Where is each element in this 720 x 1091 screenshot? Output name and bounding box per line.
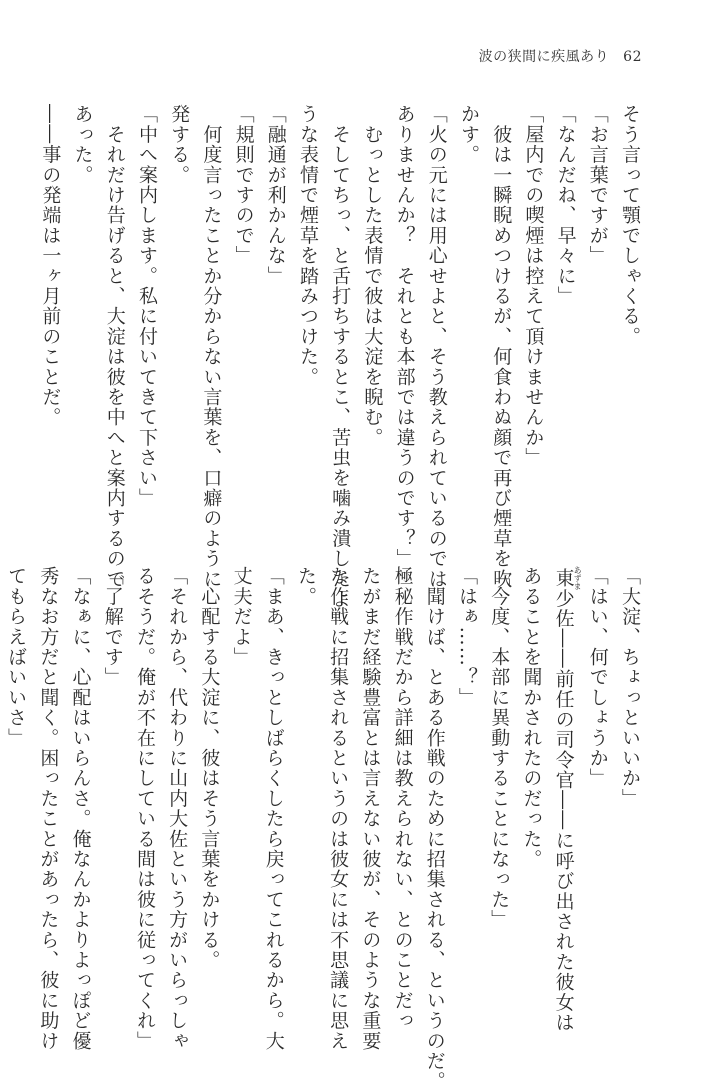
text-line: 発する。 — [168, 104, 191, 185]
text-line: た。 — [294, 566, 317, 607]
text-line: 心配する大淀に、彼はそう言葉をかける。 — [198, 566, 221, 970]
text-line: 極秘作戦だから詳細は教えられない、とのことだっ — [391, 566, 414, 1031]
text-line: 「なんだね、早々に」 — [554, 104, 577, 306]
ruby-reading: あずま — [573, 566, 583, 590]
text-line: 「はい、何でしょうか」 — [586, 566, 609, 789]
text-line: あった。 — [71, 104, 94, 185]
text-line: 「お言葉ですが」 — [586, 104, 609, 266]
text-line: 「了解です」 — [101, 566, 124, 688]
text-line: たがまだ経験豊富とは言えない彼が、そのような重要 — [359, 566, 382, 1051]
lower-text-block — [0, 566, 646, 1091]
text-line: てもらえばいいさ」 — [5, 566, 28, 748]
text-line: 「はぁ……？」 — [455, 566, 478, 708]
text-line: 秀なお方だと聞く。困ったことがあったら、彼に助け — [37, 566, 60, 1051]
text-line: 聞けば、とある作戦のために招集される、というのだ。 — [423, 566, 446, 1091]
text-line: 「火の元には用心せよと、そう教えられているのでは — [425, 104, 448, 589]
text-line: 「屋内での喫煙は控えて頂けませんか」 — [522, 104, 545, 468]
text-line: そう言って顎でしゃくる。 — [619, 104, 641, 347]
text-line: あることを聞かされたのだった。 — [520, 566, 543, 869]
text-line: 「大淀、ちょっといいか」 — [619, 566, 641, 809]
ruby-name — [552, 566, 583, 590]
text-line: 彼は一瞬睨めつけるが、何食わぬ顔で再び煙草を吹 — [490, 104, 513, 589]
text-line: 「なぁに、心配はいらんさ。俺なんかよりよっぽど優 — [69, 566, 92, 1051]
text-line: そしてちっ、と舌打ちするとこ、苦虫を噛み潰したよ — [329, 104, 352, 609]
text-line: な作戦に招集されるというのは彼女には不思議に思え — [327, 566, 350, 1051]
text-line: 「融通が利かんな」 — [264, 104, 287, 286]
running-header — [479, 46, 642, 66]
text-line: むっとした表情で彼は大淀を睨む。 — [361, 104, 384, 448]
text-line: ――事の発端は一ヶ月前のことだ。 — [39, 104, 62, 428]
page-number: 62 — [623, 49, 642, 65]
text-line: うな表情で煙草を踏みつけた。 — [296, 104, 319, 387]
text-line: 「中へ案内します。私に付いてきて下さい」 — [135, 104, 158, 508]
text-line: それだけ告げると、大淀は彼を中へと案内するので — [103, 104, 126, 589]
text-line-with-ruby — [547, 566, 583, 1033]
text-line: ありませんか？ それとも本部では違うのです？」 — [393, 104, 416, 569]
text-line: 「今度、本部に異動することになった」 — [488, 566, 511, 930]
ruby-base: 東 — [552, 566, 575, 590]
text-line: 丈夫だよ」 — [230, 566, 253, 667]
text-line: るそうだ。俺が不在にしている間は彼に従ってくれ」 — [133, 566, 156, 1051]
text-line: 「まあ、きっとしばらくしたら戻ってこれるから。大 — [262, 566, 285, 1051]
text-line: 「規則ですので」 — [232, 104, 255, 266]
text-line: 「それから、代わりに山内大佐という方がいらっしゃ — [166, 566, 189, 1051]
book-title: 波の狭間に疾風あり — [478, 49, 610, 65]
text-line: 何度言ったことか分からない言葉を、口癖のように — [200, 104, 223, 589]
text-line: かす。 — [457, 104, 480, 165]
text-line-rest: 少佐――前任の司令官――に呼び出された彼女は — [552, 588, 575, 1033]
